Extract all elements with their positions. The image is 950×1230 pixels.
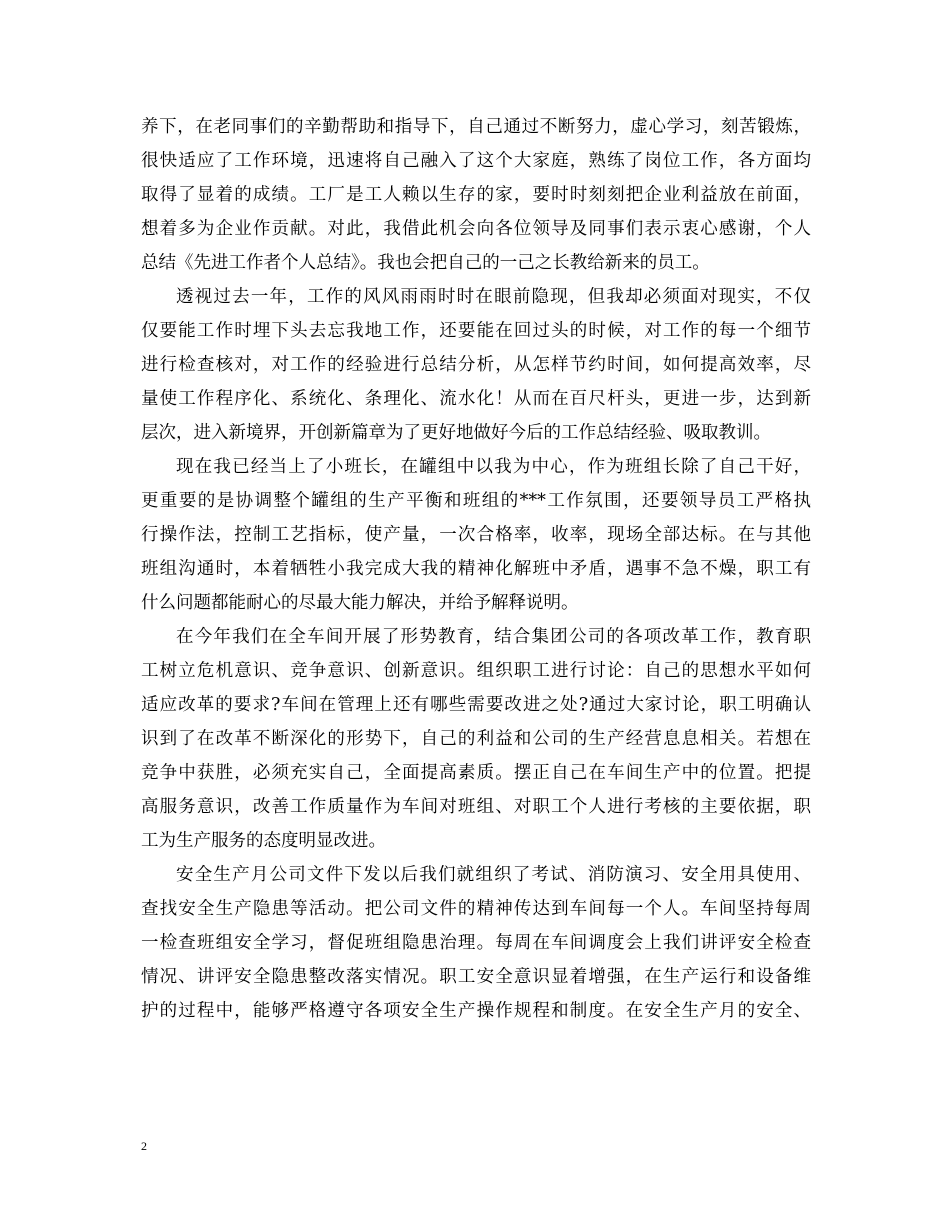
text-line: 想着多为企业作贡献。对此，我借此机会向各位领导及同事们表示衷心感谢，个人: [141, 219, 811, 239]
text-line: 工树立危机意识、竞争意识、创新意识。组织职工进行讨论：自己的思想水平如何: [141, 661, 811, 681]
text-line: 竞争中获胜，必须充实自己，全面提高素质。摆正自己在车间生产中的位置。把提: [141, 763, 811, 783]
text-line: 透视过去一年，工作的风风雨雨时时在眼前隐现，但我却必须面对现实，不仅: [176, 287, 811, 307]
text-line: 仅要能工作时埋下头去忘我地工作，还要能在回过头的时候，对工作的每一个细节: [141, 321, 811, 341]
text-line: 高服务意识，改善工作质量作为车间对班组、对职工个人进行考核的主要依据，职: [141, 797, 811, 817]
text-line: 量使工作程序化、系统化、条理化、流水化！从而在百尺杆头，更进一步，达到新: [141, 389, 811, 409]
text-line: 层次，进入新境界，开创新篇章为了更好地做好今后的工作总结经验、吸取教训。: [141, 423, 771, 443]
paragraph: [141, 858, 811, 1028]
text-line: 进行检查核对，对工作的经验进行总结分析，从怎样节约时间，如何提高效率，尽: [141, 355, 811, 375]
text-line: 更重要的是协调整个罐组的生产平衡和班组的***工作氛围，还要领导员工严格执: [141, 491, 811, 511]
page-number: 2: [141, 1139, 147, 1153]
text-line: 护的过程中，能够严格遵守各项安全生产操作规程和制度。在安全生产月的安全、: [141, 1001, 811, 1021]
text-line: 什么问题都能耐心的尽最大能力解决，并给予解释说明。: [141, 593, 579, 613]
text-line: 在今年我们在全车间开展了形势教育，结合集团公司的各项改革工作，教育职: [176, 627, 811, 647]
body-text: [141, 110, 811, 1028]
text-line: 现在我已经当上了小班长，在罐组中以我为中心，作为班组长除了自己干好，: [176, 457, 811, 477]
paragraph: [141, 110, 811, 280]
text-line: 养下，在老同事们的辛勤帮助和指导下，自己通过不断努力，虚心学习，刻苦锻炼，: [141, 117, 811, 137]
text-line: 总结《先进工作者个人总结》。我也会把自己的一己之长教给新来的员工。: [141, 253, 710, 273]
paragraph: [141, 450, 811, 620]
text-line: 安全生产月公司文件下发以后我们就组织了考试、消防演习、安全用具使用、: [176, 865, 811, 885]
text-line: 行操作法，控制工艺指标，使产量，一次合格率，收率，现场全部达标。在与其他: [141, 525, 811, 545]
text-line: 适应改革的要求?车间在管理上还有哪些需要改进之处?通过大家讨论，职工明确认: [141, 695, 811, 715]
text-line: 很快适应了工作环境，迅速将自己融入了这个大家庭，熟练了岗位工作，各方面均: [141, 151, 811, 171]
text-line: 识到了在改革不断深化的形势下，自己的利益和公司的生产经营息息相关。若想在: [141, 729, 811, 749]
paragraph: [141, 620, 811, 858]
text-line: 查找安全生产隐患等活动。把公司文件的精神传达到车间每一个人。车间坚持每周: [141, 899, 811, 919]
text-line: 情况、讲评安全隐患整改落实情况。职工安全意识显着增强，在生产运行和设备维: [141, 967, 811, 987]
text-line: 一检查班组安全学习，督促班组隐患治理。每周在车间调度会上我们讲评安全检查: [141, 933, 811, 953]
text-line: 班组沟通时，本着牺牲小我完成大我的精神化解班中矛盾，遇事不急不燥，职工有: [141, 559, 811, 579]
paragraph: [141, 280, 811, 450]
text-line: 取得了显着的成绩。工厂是工人赖以生存的家，要时时刻刻把企业利益放在前面，: [141, 185, 811, 205]
text-line: 工为生产服务的态度明显改进。: [141, 831, 386, 851]
